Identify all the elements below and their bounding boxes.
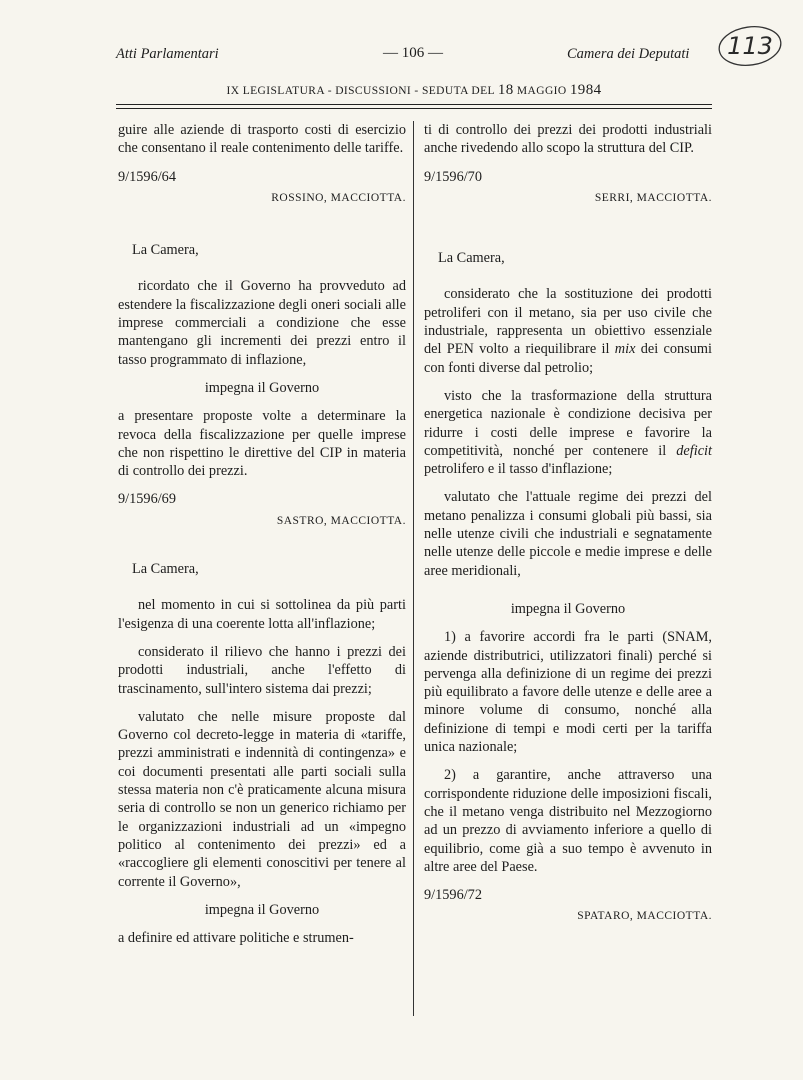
left-column xyxy=(118,121,406,957)
paragraph-text: visto che la trasformazione della struttura energetica nazionale è condizione decisiva per ridurre i costi delle imprese e favorire la competitività, nonché per contenere il xyxy=(424,387,712,459)
paragraph: ricordato che il Governo ha provveduto ad estendere la fiscalizzazione degli oneri sociali alle imprese commerciali a condizione che esse mantengano gli incrementi dei prezzi entro il tasso programmato di inflazione, xyxy=(118,278,406,368)
paragraph: ti di controllo dei prezzi dei prodotti industriali anche rivedendo allo scopo la struttura del CIP. xyxy=(424,122,712,157)
paragraph: a presentare proposte volte a determinare la revoca della fiscalizzazione per quelle imprese che non rispettino le direttive del CIP in materia di controllo dei prezzi. xyxy=(118,408,406,480)
right-column xyxy=(424,121,712,926)
session-day: 18 xyxy=(497,82,514,98)
paragraph: valutato che l'attuale regime dei prezzi del metano penalizza i consumi globali più bassi, sia nelle utenze civili che industriali e segnatamente nelle utenze delle piccole e medie imprese e delle aree meridionali, xyxy=(424,489,712,579)
paragraph: considerato il rilievo che hanno i prezzi dei prodotti industriali, anche l'effetto di trascinamento, sull'intero sistema dai prezzi; xyxy=(118,643,406,697)
paragraph-text: considerato che la sostituzione dei prodotti petroliferi con il metano, sia per uso civile che industriale, rappresenta un obiettivo essenziale del PEN volto a riequilibrare il xyxy=(424,286,712,358)
column-divider xyxy=(413,121,414,1016)
header-left: Atti Parlamentari xyxy=(116,46,219,62)
paragraph: nel momento in cui si sottolinea da più parti l'esigenza di una coerente lotta all'inflazione; xyxy=(118,597,406,632)
paragraph: a definire ed attivare politiche e strumen- xyxy=(118,930,354,947)
motion-code: 9/1596/69 xyxy=(118,491,176,508)
signatories: SERRI, MACCIOTTA. xyxy=(594,191,712,204)
paragraph xyxy=(424,285,712,376)
impegna-heading: impegna il Governo xyxy=(204,379,320,396)
session-year: 1984 xyxy=(569,82,602,98)
paragraph-text: dei consumi con fonti diverse dal petrolio; xyxy=(424,341,712,376)
emphasis-text: mix xyxy=(614,341,636,358)
impegna-heading: impegna il Governo xyxy=(204,901,320,918)
paragraph xyxy=(424,387,712,478)
header-right: Camera dei Deputati xyxy=(567,46,690,62)
motion-code: 9/1596/70 xyxy=(424,168,482,185)
signatories: SASTRO, MACCIOTTA. xyxy=(276,514,406,527)
header-rule-bottom xyxy=(116,108,712,109)
paragraph: 2) a garantire, anche attraverso una corrispondente riduzione delle imposizioni fiscali, che il metano venga distribuito nel Mezzogiorno ad un prezzo di avviamento inferiore a quello di equilibrio, come già a suo tempo è avvenuto in altre aree del Paese. xyxy=(424,767,712,875)
la-camera-heading: La Camera, xyxy=(132,561,199,578)
motion-code: 9/1596/64 xyxy=(118,168,176,185)
impegna-heading: impegna il Governo xyxy=(510,600,626,617)
paragraph-text: petrolifero e il tasso d'inflazione; xyxy=(424,461,613,478)
signatories: SPATARO, MACCIOTTA. xyxy=(577,910,712,923)
paragraph: 1) a favorire accordi fra le parti (SNAM, aziende distributrici, utilizzatori finali) perché si pervenga alla definizione di un regime dei prezzi più equilibrato a favore delle utenze e delle aree a minore volume di consumo, nonché alla definizione di tempi e modi certi per la tariffa unica nazionale; xyxy=(424,629,712,756)
paragraph: valutato che nelle misure proposte dal Governo col decreto-legge in materia di «tariffe, prezzi amministrati e indennità di contingenza» e coi documenti presentati alle parti sociali sulla stessa materia non c'è praticamente alcuna misura seria di controllo se non un generico richiamo per le organizzazioni industriali ad un «impegno politico al contenimento dei prezzi» ed a «raccogliere gli elementi conoscitivi per tenere al corrente il Governo», xyxy=(118,708,406,890)
header-rule-top xyxy=(116,104,712,105)
signatories: ROSSINO, MACCIOTTA. xyxy=(271,191,406,204)
emphasis-text: deficit xyxy=(676,442,712,459)
session-header xyxy=(116,82,712,99)
la-camera-heading: La Camera, xyxy=(132,242,199,259)
archive-stamp xyxy=(714,22,784,70)
la-camera-heading: La Camera, xyxy=(438,250,505,267)
stamp-circle-icon xyxy=(714,22,784,70)
stamp-number: 113 xyxy=(727,32,773,60)
paragraph: guire alle aziende di trasporto costi di esercizio che consentano il reale contenimento delle tariffe. xyxy=(118,122,406,157)
legislature-text: IX LEGISLATURA - DISCUSSIONI - SEDUTA DEL xyxy=(226,85,495,97)
page-number: — 106 — xyxy=(383,45,443,61)
motion-code: 9/1596/72 xyxy=(424,887,482,904)
session-month: MAGGIO xyxy=(516,85,567,97)
